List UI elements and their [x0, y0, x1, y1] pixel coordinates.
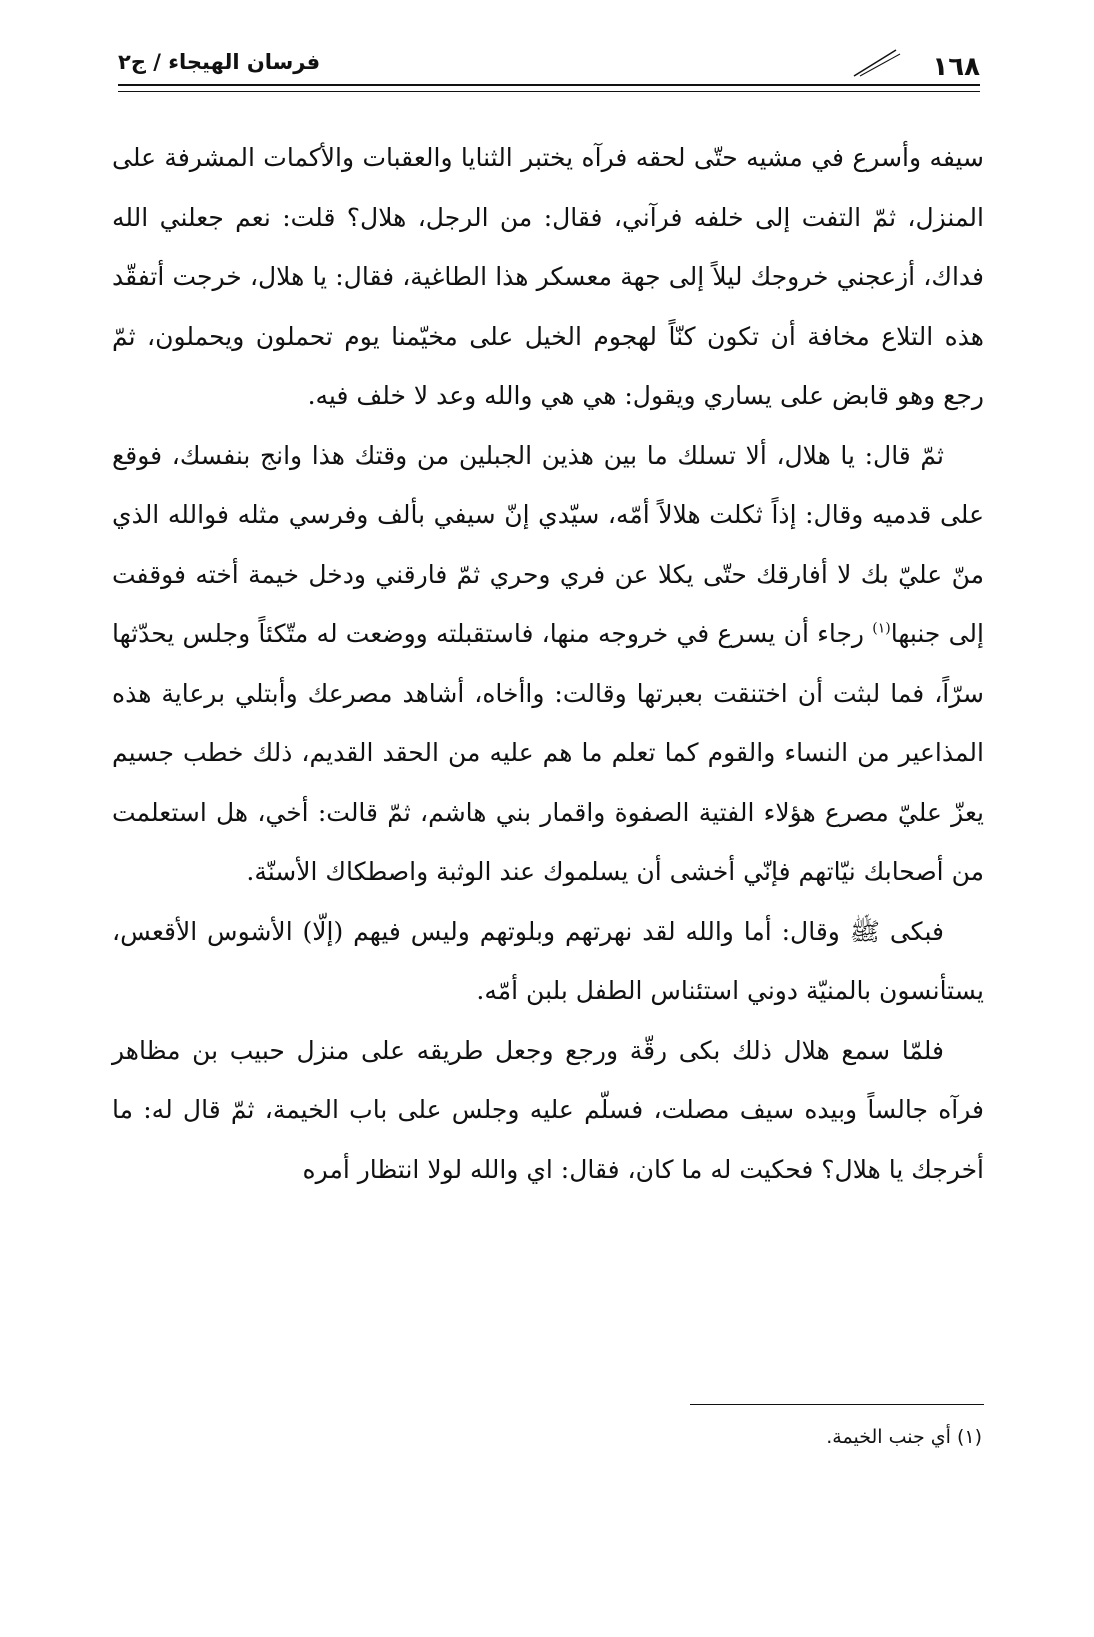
- footnote-reference: (١): [872, 620, 891, 637]
- paragraph-2-text: ثمّ قال: يا هلال، ألا تسلك ما بين هذين الجبلين من وقتك هذا وانج بنفسك، فوقع على قدميه وقال: إذاً ثكلت هلالاً أمّه، سيّدي إنّ سيفي بألف وفرسي مثله فوالله الذي منّ عليّ بك لا أفارقك حتّى يكلا عن فري وحري ثمّ فارقني ودخل خيمة أخته فوقفت إلى جنبها: [112, 440, 984, 648]
- header-rule-secondary: [118, 91, 980, 92]
- header-ornament-icon: [850, 46, 910, 82]
- paragraph-2: [112, 426, 984, 902]
- book-title: فرسان الهيجاء / ج٢: [118, 50, 321, 74]
- footnote: (١) أي جنب الخيمة.: [826, 1426, 982, 1448]
- paragraph-3: فبكى ﷺ وقال: أما والله لقد نهرتهم وبلوتهم وليس فيهم (إلّا) الأشوس الأقعس، يستأنسون بالمنيّة دوني استئناس الطفل بلبن أمّه.: [112, 916, 984, 1005]
- paragraph-1: سيفه وأسرع في مشيه حتّى لحقه فرآه يختبر الثنايا والعقبات والأكمات المشرفة على المنزل، ثمّ التفت إلى خلفه فرآني، فقال: من الرجل، هلال؟ قلت: نعم جعلني الله فداك، أزعجني خروجك ليلاً إلى جهة معسكر هذا الطاغية، فقال: يا هلال، خرجت أتفقّد هذه التلاع مخافة أن تكون كنّاً لهجوم الخيل على مخيّمنا يوم تحملون ويحملون، ثمّ رجع وهو قابض على يساري ويقول: هي هي والله وعد لا خلف فيه.: [112, 143, 984, 410]
- footnote-separator: [690, 1404, 984, 1405]
- page-number: ١٦٨: [932, 52, 980, 82]
- header-rule: [118, 84, 980, 86]
- paragraph-2-continuation: رجاء أن يسرع في خروجه منها، فاستقبلته ووضعت له متّكئاً وجلس يحدّثها سرّاً، فما لبثت أن اختنقت بعبرتها وقالت: واأخاه، أشاهد مصرعك وأبتلي برعاية هذه المذاعير من النساء والقوم كما تعلم ما هم عليه من الحقد القديم، ذلك خطب جسيم يعزّ عليّ مصرع هؤلاء الفتية الصفوة واقمار بني هاشم، ثمّ قالت: أخي، هل استعلمت من أصحابك نيّاتهم فإنّي أخشى أن يسلموك عند الوثبة واصطكاك الأسنّة.: [112, 619, 984, 886]
- paragraph-4: فلمّا سمع هلال ذلك بكى رقّة ورجع وجعل طريقه على منزل حبيب بن مظاهر فرآه جالساً وبيده سيف مصلت، فسلّم عليه وجلس على باب الخيمة، ثمّ قال له: ما أخرجك يا هلال؟ فحكيت له ما كان، فقال: اي والله لولا انتظار أمره: [112, 1035, 984, 1184]
- main-text: [112, 128, 984, 1199]
